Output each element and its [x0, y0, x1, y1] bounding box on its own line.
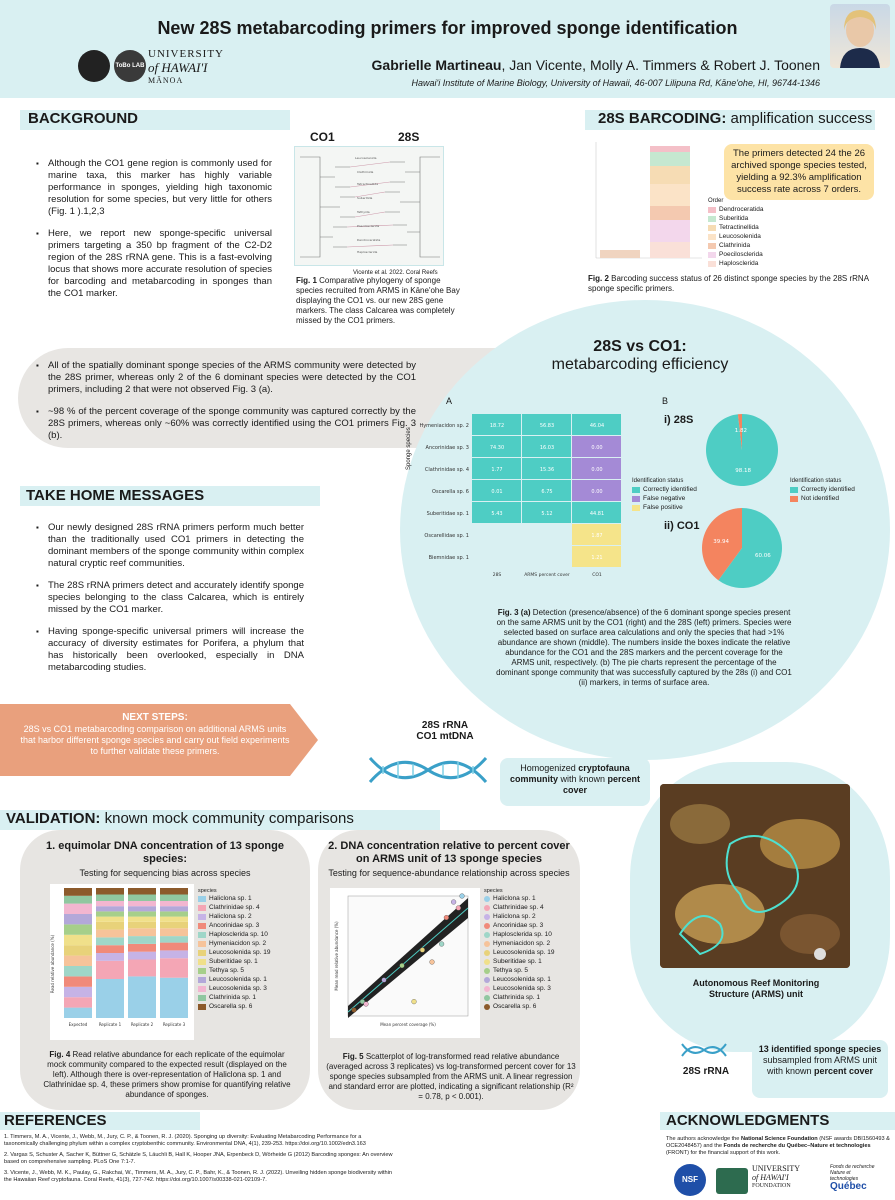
take-home-title: TAKE HOME MESSAGES [26, 487, 205, 504]
fig2-legend-item: Haplosclerida [708, 260, 763, 267]
panel-b-label: B [662, 396, 669, 406]
dna-small-icon [680, 1040, 728, 1060]
legend-swatch [790, 487, 798, 493]
heatmap-cell-value: 56.83 [539, 423, 555, 429]
legend-swatch [708, 207, 716, 213]
legend-swatch [198, 977, 206, 983]
reference-item: 1. Timmers, M. A., Vicente, J., Webb, M., Jury, C. P., & Toonen, R. J. (2020). Sponging up diversity: Evaluating Metabarcoding Performance for a taxonomically challenging phylum within a complex cryptobenthic community. Environmental DNA, 4(1), 239-253. https://doi.org/10.1002/edn3.163 [4, 1134, 366, 1147]
fig5-xlabel: Mean percent coverage (%) [380, 1022, 436, 1027]
frq-logo: Fonds de recherche Nature et technologies Québec [830, 1164, 875, 1192]
legend-swatch [484, 905, 490, 911]
marker-labels: 28S rRNA CO1 mtDNA [416, 720, 474, 742]
species-name: Leucosolenida sp. 1 [493, 976, 551, 983]
svg-text:Tethyida: Tethyida [357, 210, 370, 214]
legend-swatch [484, 995, 490, 1001]
heatmap-cell-value: 1.21 [591, 555, 603, 561]
legend-swatch [484, 968, 490, 974]
fig4-bar-segment [64, 1008, 92, 1018]
arms-photo [660, 784, 850, 968]
heatmap-cell-value: 74.30 [489, 445, 505, 451]
species-legend-item [198, 967, 270, 974]
legend-swatch [708, 261, 716, 267]
heatmap-cell-value: 0.01 [491, 489, 503, 495]
fig4-bar-segment [96, 906, 124, 911]
legend-swatch [790, 496, 798, 502]
fig4-bar-segment [96, 937, 124, 945]
legend-swatch [484, 986, 490, 992]
fig4-bar-segment [64, 976, 92, 986]
species-legend-item [484, 895, 554, 902]
ack-title: ACKNOWLEDGMENTS [666, 1112, 830, 1129]
reference-item: 3. Vicente, J., Webb, M. K., Paulay, G., Rakchai, W., Timmers, M. A., Jury, C. P., Bahr, K., & Toonen, R. J. (2022). Unveiling hidden sponge biodiversity within the Hawaiian Reef cryptofauna. Coral Reefs, 41(3), 727-742. https://doi.org/10.1007/s00338-021-02109-7. [4, 1170, 393, 1183]
references-list [4, 1134, 394, 1184]
fig4-bar-segment [160, 943, 188, 951]
fig4-bar-segment [128, 895, 156, 902]
marker-28s-label: 28S rRNA [682, 1066, 730, 1077]
fig4-bar-segment [96, 895, 124, 902]
legend-swatch [484, 923, 490, 929]
legend-swatch [198, 941, 206, 947]
heatmap-row-label: Biemnidae sp. 1 [428, 555, 469, 561]
species-legend-item [198, 958, 270, 965]
fig4-bar-segment [96, 930, 124, 938]
heatmap-cell-value: 0.00 [591, 489, 603, 495]
species-legend-item [484, 913, 554, 920]
fig3a-heatmap [410, 410, 632, 600]
species-legend-item [484, 976, 554, 983]
fig4-bar-segment [96, 961, 124, 979]
fig4-bar-segment [64, 888, 92, 896]
fig4-bar-segment [160, 978, 188, 1018]
author-photo [830, 4, 890, 68]
amplification-title: 28S BARCODING: amplification success [598, 110, 873, 127]
fig4-bar-segment [128, 888, 156, 895]
heatmap-cell-value: 1.77 [491, 467, 503, 473]
metabarcoding-subtitle: metabarcoding efficiency [551, 356, 729, 373]
results-bullets [36, 360, 416, 452]
scatter-point [460, 894, 465, 899]
svg-text:Dendroceratida: Dendroceratida [357, 238, 381, 242]
species-legend-item [484, 931, 554, 938]
scatter-point [451, 900, 456, 905]
species-legend-item [484, 985, 554, 992]
fig4-bar-segment [96, 911, 124, 916]
fig4-bar-segment [64, 896, 92, 904]
species-name: Hymeniacidon sp. 2 [493, 940, 551, 947]
heatmap-cell-value: 0.00 [591, 467, 603, 473]
species-name: Clathrinidae sp. 4 [493, 904, 544, 911]
fig4-bar-label: Replicate 2 [130, 1022, 154, 1027]
legend-swatch [632, 487, 640, 493]
heatmap-cell-value: 0.00 [591, 445, 603, 451]
legend-swatch [484, 1004, 490, 1010]
svg-text:Haplosclerida: Haplosclerida [357, 250, 378, 254]
species-legend-item [198, 985, 270, 992]
fig2-legend-item: Poecilosclerida [708, 251, 763, 258]
scatter-point [439, 942, 444, 947]
species-legend-item [198, 994, 270, 1001]
heatmap-cell-value: 6.75 [541, 489, 553, 495]
panel2-title: 2. DNA concentration relative to percent cover on ARMS unit of 13 sponge species [328, 840, 570, 865]
scatter-point [364, 1002, 369, 1007]
pie-legend-item: Correctly identified [790, 486, 855, 493]
scatter-point [382, 978, 387, 983]
pie2-label: ii) CO1 [664, 520, 700, 532]
pie-legend-item: Not identified [790, 495, 855, 502]
pie-legend: Identification status Correctly identified Not identified [790, 478, 855, 502]
legend-swatch [708, 225, 716, 231]
fig2-legend-item: Suberitida [708, 215, 763, 222]
species-legend-item [198, 931, 270, 938]
legend-swatch [484, 896, 490, 902]
heatmap-row-label: Clathrinidae sp. 4 [424, 467, 469, 473]
species-legend-item [484, 949, 554, 956]
species-legend-item [198, 976, 270, 983]
heatmap-cell-value: 15.36 [539, 467, 555, 473]
species-name: Oscarella sp. 6 [493, 1003, 537, 1010]
lab-logo: ToBo LAB [114, 50, 146, 82]
fig4-bar-segment [128, 922, 156, 929]
background-bullets [36, 158, 272, 310]
fig4-bar-segment [96, 917, 124, 922]
legend-swatch [198, 923, 206, 929]
fig4-bar-segment [160, 917, 188, 922]
species-name: Hymeniacidon sp. 2 [209, 940, 267, 947]
fig4-bar-segment [160, 895, 188, 902]
fig4-bar-segment [160, 950, 188, 958]
species-name: Leucosolenida sp. 1 [209, 976, 267, 983]
panel1-title: 1. equimolar DNA concentration of 13 sponge species: [46, 840, 284, 865]
uh-foundation-seal [716, 1168, 748, 1194]
heatmap-row-label: Oscarella sp. 6 [432, 489, 469, 495]
background-bullet: ▪ Although the CO1 gene region is commonly used for marine taxa, this marker has highly variable performance in sponges, yielding high taxonomic resolution for some species, but very little for others (Fig. 1 ).1,2,3 [36, 158, 272, 218]
panel2-subtitle: Testing for sequence-abundance relationship across species [328, 868, 570, 878]
species-legend-item [484, 922, 554, 929]
author-list: Gabrielle Martineau, Jan Vicente, Molly A. Timmers & Robert J. Toonen [371, 57, 820, 73]
take-home-bullets [36, 522, 304, 684]
fig4-bar-segment [64, 997, 92, 1007]
heatmap-row-label: Ancorinidae sp. 3 [425, 445, 469, 451]
take-home-bullet: ▪ Our newly designed 28S rRNA primers perform much better than the traditionally used CO1 primers in detecting the dominant members of the sponge community within complex natural cryptic reef communities. [36, 522, 304, 570]
pie1-label: i) 28S [664, 414, 694, 426]
species-name: Ancorinidae sp. 3 [209, 922, 260, 929]
uh-foundation-logo: UNIVERSITY of HAWAI'I FOUNDATION [752, 1164, 800, 1189]
fig4-bar-segment [160, 901, 188, 906]
svg-text:Leucosolenida: Leucosolenida [355, 156, 377, 160]
take-home-bullet: ▪ Having sponge-specific universal primers will increase the accuracy of diversity estimates for Porifera, a phylum that has historically been overlooked, especially in DNA metabarcoding studies. [36, 626, 304, 674]
fig4-bar-segment [96, 953, 124, 961]
svg-text:Suberitida: Suberitida [357, 196, 373, 200]
fig4-bar-segment [128, 928, 156, 936]
legend-swatch [708, 234, 716, 240]
legend-swatch [198, 950, 206, 956]
species-legend-item [198, 913, 270, 920]
background-title: BACKGROUND [28, 110, 138, 127]
species-name: Haliclona sp. 1 [493, 895, 536, 902]
fig4-bar-label: Replicate 3 [162, 1022, 186, 1027]
fig4-bar-segment [64, 904, 92, 914]
species-legend-item [198, 922, 270, 929]
fig1-label-co1: CO1 [310, 130, 335, 144]
species-name: Leucosolenida sp. 3 [493, 985, 551, 992]
fig2-legend-item: Leucosolenida [708, 233, 763, 240]
fig2-caption: Fig. 2 Barcoding success status of 26 distinct sponge species by the 28S rRNA sponge specific primers. [588, 274, 869, 293]
legend-swatch [198, 959, 206, 965]
fig4-bar-segment [160, 906, 188, 911]
fig4-bar-segment [128, 976, 156, 1018]
scatter-point [400, 963, 405, 968]
fig4-bar-segment [160, 958, 188, 978]
take-home-bullet: ▪ The 28S rRNA primers detect and accurately identify sponge species belonging to the class Calcarea, which is entirely missed by the CO1 marker. [36, 580, 304, 616]
legend-swatch [484, 941, 490, 947]
fig4-ylabel: Read relative abundance (%) [50, 934, 55, 994]
species-name: Haplosclerida sp. 10 [493, 931, 552, 938]
species-name: Suberitidae sp. 1 [493, 958, 542, 965]
poster-title: New 28S metabarcoding primers for improved sponge identification [157, 18, 738, 38]
legend-swatch [484, 977, 490, 983]
legend-swatch [198, 1004, 206, 1010]
homogenized-community: Homogenized cryptofauna community with known percent cover [500, 758, 650, 806]
fig1-caption: Fig. 1 Comparative phylogeny of sponge species recruited from ARMS in Kāne'ohe Bay displaying the CO1 vs. our new 28S gene markers. The class Calcarea was completely missed by the CO1 primers. [296, 276, 460, 325]
legend-swatch [198, 914, 206, 920]
fig5-caption: Fig. 5 Scatterplot of log-transformed read relative abundance (averaged across 3 replicates) vs log-transformed percent cover for 13 sponge species subsampled from the ARMS unit. A linear regression and standard error are plotted, indicating a significant relationship (R² = 0.78, p < 0.001). [326, 1052, 576, 1101]
references-title: REFERENCES [4, 1112, 107, 1129]
species-name: Oscarella sp. 6 [209, 1003, 253, 1010]
results-bullet: ▪ All of the spatially dominant sponge species of the ARMS community were detected by the 28S primer, whereas only 2 of the 6 dominant species were detected by the CO1 primers, including 2 that were not observed Fig. 3 (a). [36, 360, 416, 396]
seal-logo [78, 50, 110, 82]
affiliation: Hawai'i Institute of Marine Biology, University of Hawaii, 46-007 Lilipuna Rd, Kāne'ohe, HI, 96744-1346 [411, 78, 820, 88]
fig2-legend-item: Tetractinellida [708, 224, 763, 231]
species-legend-item [484, 958, 554, 965]
fig4-bar-segment [160, 888, 188, 895]
identified-species: 13 identified sponge species subsampled from ARMS unit with known percent cover [752, 1040, 888, 1098]
heatmap-row-label: Hymeniacidon sp. 2 [419, 423, 469, 429]
legend-swatch [198, 995, 206, 1001]
nsf-logo: NSF [674, 1164, 706, 1196]
fig4-bar-segment [96, 922, 124, 930]
svg-text:Poecilosclerida: Poecilosclerida [357, 224, 380, 228]
heatmap-ylabel: Sponge species [406, 427, 412, 470]
fig4-bar-segment [128, 960, 156, 977]
pie-slice-label: 98.18 [735, 467, 752, 474]
fig3-caption: Fig. 3 (a) Detection (presence/absence) of the 6 dominant sponge species present on the same ARMS unit by the CO1 (right) and the 28S (left) primers. Species were selected based on surface area calculations and only the species that had >1% abundance are shown (middle). The numbers inside the boxes indicate the relative abundance for the CO1 and the 28S markers and the percent coverage for the ARMS unit, respectively. (b) The pie charts represent the percentage of the dominant sponge community that was successfully captured by the 28s (i) and CO1 (ii) markers, in terms of surface area. [496, 608, 792, 687]
fig4-bar-segment [160, 936, 188, 943]
legend-swatch [708, 243, 716, 249]
species-legend-item [484, 904, 554, 911]
species-name: Haplosclerida sp. 10 [209, 931, 268, 938]
next-steps: NEXT STEPS: 28S vs CO1 metabarcoding comparison on additional ARMS units that harbor different sponge species and carry out field experiments to further validate these primers. [20, 712, 290, 756]
heatmap-col-label: 28S [492, 573, 502, 578]
fig4-bar-segment [64, 987, 92, 997]
background-bullet: ▪ Here, we report new sponge-specific universal primers targeting a 350 bp fragment of the C2-D2 region of the 28S rRNA gene. This is a fast-evolving locus that shows more accurate resolution of species for barcoding and metabarcoding in sponges than the CO1 marker. [36, 228, 272, 300]
fig4-bar-label: Replicate 1 [98, 1022, 122, 1027]
species-name: Haliclona sp. 2 [209, 913, 252, 920]
dna-icon [368, 748, 488, 792]
panel1-subtitle: Testing for sequencing bias across species [79, 868, 251, 878]
species-legend-item [484, 967, 554, 974]
fig4-bar-segment [64, 914, 92, 924]
fig1-credit: Vicente et al. 2022. Coral Reefs [353, 270, 438, 276]
species-legend-item [484, 1003, 554, 1010]
scatter-point [444, 915, 449, 920]
legend-swatch [708, 252, 716, 258]
legend-swatch [632, 505, 640, 511]
heat-legend-item: Correctly identified [632, 486, 697, 493]
species-name: Clathrinidae sp. 4 [209, 904, 260, 911]
heatmap-row-label: Oscarellidae sp. 1 [424, 533, 469, 539]
species-legend-item [198, 1003, 270, 1010]
species-legend-item [198, 940, 270, 947]
legend-swatch [484, 959, 490, 965]
pie-slice-label: 39.94 [713, 539, 729, 546]
legend-swatch [198, 932, 206, 938]
species-name: Haliclona sp. 1 [209, 895, 252, 902]
heatmap-cell-value: 16.03 [539, 445, 555, 451]
metabarcoding-title: 28S vs CO1: [593, 338, 687, 355]
svg-text:Tetractinellida: Tetractinellida [357, 182, 379, 186]
legend-swatch [632, 496, 640, 502]
species-name: Suberitidae sp. 1 [209, 958, 258, 965]
fig2-legend-item: Clathrinida [708, 242, 763, 249]
heatmap-col-label: ARMS percent cover [524, 573, 570, 578]
legend-swatch [708, 216, 716, 222]
fig2-barchart [594, 140, 704, 262]
pie-slice-label: 60.06 [755, 552, 771, 559]
legend-swatch [484, 914, 490, 920]
fig1-phylogeny [294, 146, 444, 266]
species-legend-item [484, 940, 554, 947]
species-legend-item [484, 994, 554, 1001]
species-name: Leucosolenida sp. 19 [493, 949, 555, 956]
fig4-bar-segment [64, 956, 92, 966]
species-name: Leucosolenida sp. 19 [209, 949, 271, 956]
species-name: Clathrinida sp. 1 [209, 994, 256, 1001]
validation-title: VALIDATION: known mock community comparisons [6, 810, 354, 827]
species-legend-item [198, 895, 270, 902]
fig2-legend: Order Dendroceratida Suberitida Tetractinellida Leucosolenida Clathrinida Poecilosclerida Haplosclerida [708, 198, 764, 267]
species-name: Clathrinida sp. 1 [493, 994, 540, 1001]
fig4-bar-segment [96, 945, 124, 953]
panel-a-label: A [446, 396, 453, 406]
fig4-bar-segment [128, 901, 156, 906]
fig4-bar-segment [96, 888, 124, 895]
heat-legend-item: False positive [632, 504, 697, 511]
svg-text:Clathrinida: Clathrinida [357, 170, 374, 174]
legend-swatch [198, 986, 206, 992]
scatter-point [456, 906, 461, 911]
scatter-point [430, 960, 435, 965]
fig4-bar-segment [128, 906, 156, 911]
legend-swatch [198, 896, 206, 902]
legend-swatch [198, 905, 206, 911]
fig4-bar-segment [160, 928, 188, 936]
fig4-bar-segment [128, 944, 156, 952]
scatter-point [412, 999, 417, 1004]
heat-legend-item: False negative [632, 495, 697, 502]
legend-swatch [484, 932, 490, 938]
heat-legend: Identification status Correctly identified False negative False positive [632, 478, 697, 511]
pie-28s [702, 410, 782, 490]
fig5-scatter [330, 888, 480, 1038]
amplification-callout: The primers detected 24 the 26 archived sponge species tested, yielding a 92.3% amplification success rate across 7 orders. [724, 144, 874, 200]
pie-slice-label: 1.82 [734, 428, 747, 435]
scatter-point [420, 948, 425, 953]
fig2-legend-item: Dendroceratida [708, 206, 763, 213]
species-name: Leucosolenida sp. 3 [209, 985, 267, 992]
fig4-bar-segment [64, 945, 92, 955]
results-bullet: ▪ ~98 % of the percent coverage of the sponge community was captured correctly by the 28S primers, whereas only ~60% was correctly identified using the CO1 primers Fig. 3 (b). [36, 406, 416, 442]
scatter-point [352, 1008, 357, 1013]
fig5-ylabel: Mean read relative abundance (%) [334, 921, 339, 991]
pie-co1 [700, 506, 784, 590]
heatmap-cell-value: 18.72 [489, 423, 505, 429]
fig4-bar-segment [96, 979, 124, 1018]
ack-text: The authors acknowledge the National Science Foundation (NSF awards DBI1560493 & OCE2048457) and the Fonds de recherche du Québec–Nature et technologies (FRONT) for the financial support of this work. [666, 1136, 890, 1156]
arms-caption: Autonomous Reef Monitoring Structure (ARMS) unit [692, 978, 820, 999]
species-legend-item [198, 904, 270, 911]
fig4-legend: species Haliclona sp. 1 Clathrinidae sp. 4 Haliclona sp. 2 Ancorinidae sp. 3 Haplosclerida sp. 10 Hymeniacidon sp. 2 Leucosolenida sp. 19 Suberitidae sp. 1 Tethya sp. 5 Leucosolenida sp. 1 Leucosolenida sp. 3 Clathrinida sp. 1 Oscarella sp. 6 [198, 888, 271, 1010]
fig4-bar-segment [128, 936, 156, 944]
fig5-legend: species Haliclona sp. 1 Clathrinidae sp. 4 Haliclona sp. 2 Ancorinidae sp. 3 Haplosclerida sp. 10 Hymeniacidon sp. 2 Leucosolenida sp. 19 Suberitidae sp. 1 Tethya sp. 5 Leucosolenida sp. 1 Leucosolenida sp. 3 Clathrinida sp. 1 Oscarella sp. 6 [484, 888, 555, 1010]
fig4-caption: Fig. 4 Read relative abundance for each replicate of the equimolar mock community compared to the expected result (displayed on the left). Although there is over-representation of Haliclona sp. 1 and Clathrinidae sp. 4, these primers show promise for quantifying relative abundance of sponges. [43, 1050, 291, 1099]
fig4-bar-segment [128, 952, 156, 960]
fig4-bar-segment [160, 911, 188, 916]
heatmap-cell-value: 5.43 [491, 511, 503, 517]
species-legend-item [198, 949, 270, 956]
fig4-chart [50, 884, 194, 1040]
fig1-label-28s: 28S [398, 130, 420, 144]
heatmap-cell-value: 46.04 [589, 423, 605, 429]
fig4-bar-segment [96, 901, 124, 906]
uh-manoa-logo: UNIVERSITY of HAWAI'I MĀNOA [148, 48, 224, 85]
fig4-bar-label: Expected [68, 1022, 88, 1027]
fig4-bar-segment [128, 911, 156, 916]
fig4-bar-segment [160, 922, 188, 929]
heatmap-cell-value: 44.81 [589, 511, 605, 517]
heatmap-col-label: CO1 [592, 573, 602, 578]
species-name: Tethya sp. 5 [493, 967, 529, 974]
heatmap-cell-value: 5.12 [541, 511, 553, 517]
species-name: Tethya sp. 5 [209, 967, 245, 974]
heatmap-cell-value: 1.87 [591, 533, 603, 539]
reference-item: 2. Vargas S, Schuster A, Sacher K, Büttner G, Schätzle S, Läuchli B, Hall K, Hooper JNA, Erpenbeck D, Wörheide G (2012) Barcoding sponges: An overview based on comprehensive sampling. PLoS One 7:1-7. [4, 1152, 393, 1165]
legend-swatch [484, 950, 490, 956]
heatmap-row-label: Suberitidae sp. 1 [426, 511, 469, 517]
fig4-bar-segment [128, 917, 156, 922]
fig4-bar-segment [64, 924, 92, 934]
fig4-bar-segment [64, 935, 92, 945]
fig4-bar-segment [64, 966, 92, 976]
species-name: Haliclona sp. 2 [493, 913, 536, 920]
species-name: Ancorinidae sp. 3 [493, 922, 544, 929]
legend-swatch [198, 968, 206, 974]
